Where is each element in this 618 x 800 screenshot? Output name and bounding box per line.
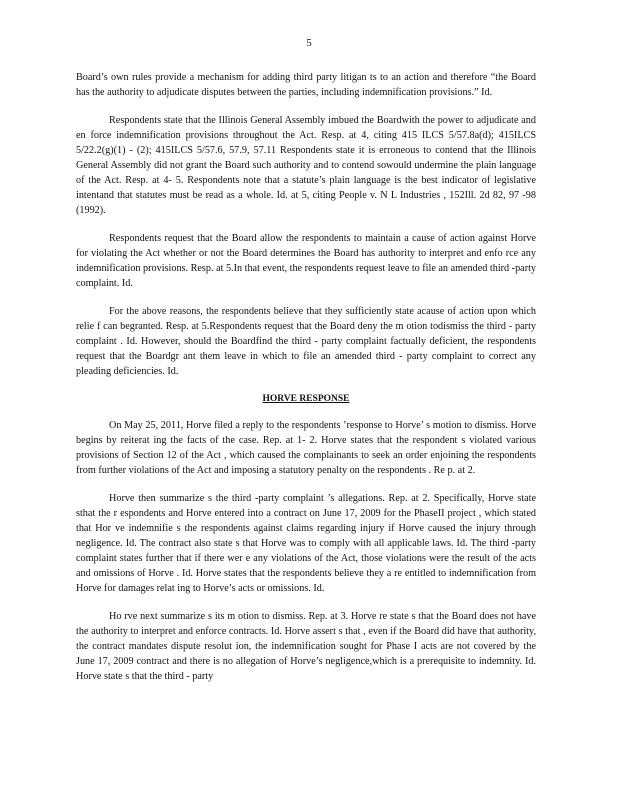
paragraph-2: Respondents state that the Illinois General Assembly imbued the Boardwith the power to adjudicate and en force indemnification provisions throughout the Act. Resp. at 4, citing 415 ILCS 5/57.8a(d); 415ILCS 5/22.2(g)(1) - (2); 415ILCS 5/57.6, 57.9, 57.11 Respondents state it is erroneous to contend that the Illinois General Assembly did not grant the Board such authority and to contend sowould undermine the plain language of the Act. Resp. at 4- 5. Respondents note that a statute’s plain language is the best indicator of legislative intentand that statutes must be read as a whole. Id. at 5, citing People v. N L Industries , 152Ill. 2d 82, 97 -98 (1992). <box>76 115 536 216</box>
page-number: 5 <box>306 37 312 49</box>
paragraph-6: Horve then summarize s the third -party complaint ’s allegations. Rep. at 2. Specifically, Horve state sthat the r espondents and Horve entered into a contract on June 17, 2009 for the PhaseII project , which stated that Hor ve indemnifie s the respondents against claims regarding injury if Horve caused the injury through negligence. Id. The contract also state s that Horve was to comply with all applicable laws. Id. The third -party complaint states further that if there wer e any violations of the Act, those violations were the result of the acts and omissions of Horve . Id. Horve states that the respondents believe they a re entitled to indemnification from Horve for damages relat ing to Horve’s acts or omissions. Id. <box>76 493 536 594</box>
paragraph-5: On May 25, 2011, Horve filed a reply to the respondents ’response to Horve’ s motion to dismiss. Horve begins by reiterat ing the facts of the case. Rep. at 1- 2. Horve states that the respondent s violated various provisions of Section 12 of the Act , which caused the complainants to seek an order enjoining the respondents from further violations of the Act and imposing a statutory penalty on the respondents . Re p. at 2. <box>76 420 536 476</box>
paragraph-1: Board’s own rules provide a mechanism for adding third party litigan ts to an action and therefore “the Board has the authority to adjudicate disputes between the parties, including indemnification provisions.” Id. <box>76 72 536 98</box>
paragraph-3: Respondents request that the Board allow the respondents to maintain a cause of action against Horve for violating the Act whether or not the Board determines the Board has authority to interpret and enfo rce any indemnification provisions. Resp. at 5.In that event, the respondents request leave to file an amended third -party complaint. Id. <box>76 233 537 289</box>
document-body <box>76 70 536 697</box>
section-heading: HORVE RESPONSE <box>262 394 350 404</box>
paragraph-4: For the above reasons, the respondents believe that they sufficiently state acause of action upon which relie f can begranted. Resp. at 5.Respondents request that the Board deny the m otion todismiss the third - party complaint . Id. However, should the Boardfind the third - party complaint factually deficient, the respondents request that the Boardgr ant them leave in which to file an amended third - party complaint to correct any pleading deficiencies. Id. <box>76 306 536 377</box>
paragraph-7: Ho rve next summarize s its m otion to dismiss. Rep. at 3. Horve re state s that the Board does not have the authority to interpret and enforce contracts. Id. Horve assert s that , even if the Board did have that authority, the contract mandates dispute resolut ion, the indemnification sought for Phase I acts are not covered by the June 17, 2009 contract and there is no allegation of Horve’s negligence,which is a prerequisite to indemnity. Id. Horve state s that the third - party <box>76 611 536 682</box>
